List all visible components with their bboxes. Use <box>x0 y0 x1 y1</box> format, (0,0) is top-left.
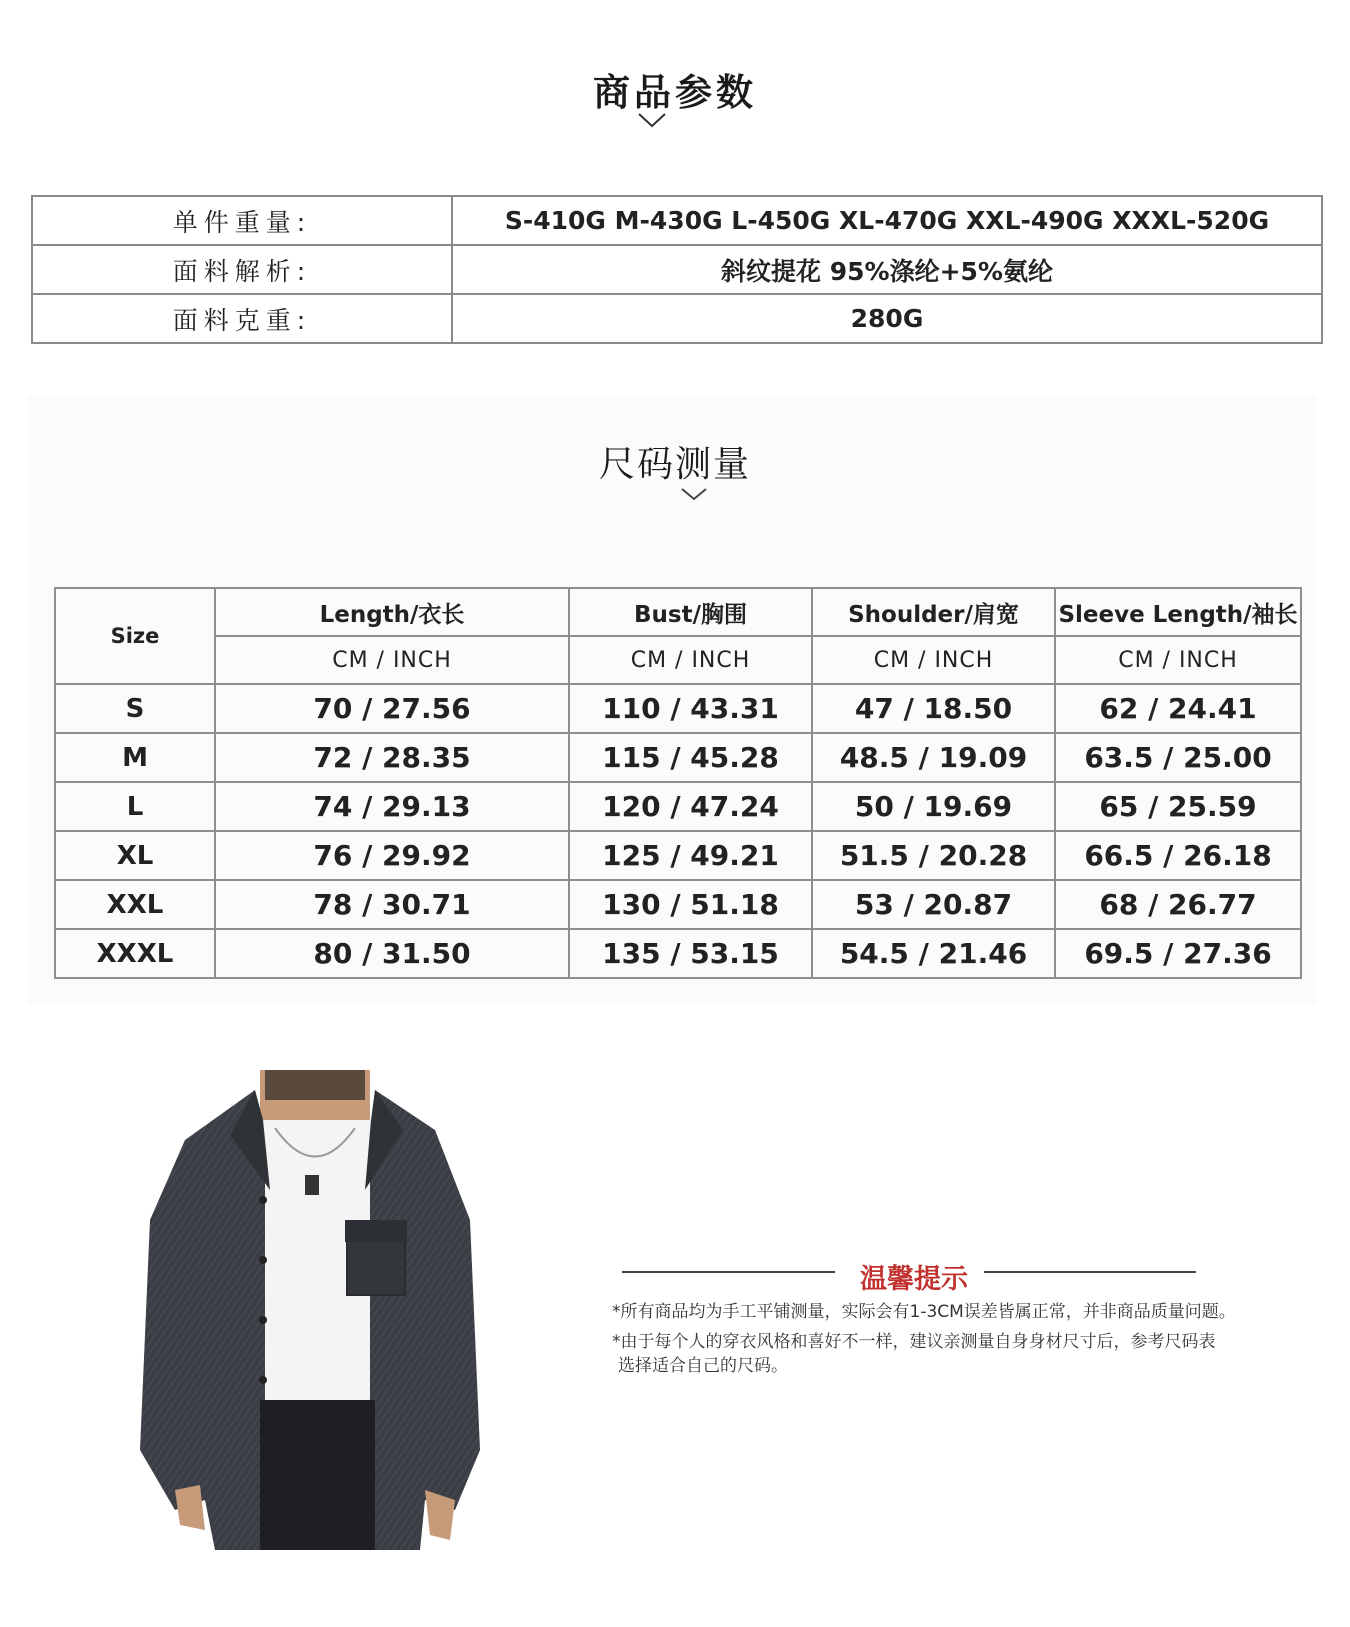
shoulder-cell: 47 / 18.50 <box>812 684 1055 733</box>
size-header: Size <box>55 588 215 684</box>
param-value: 280G <box>452 294 1322 343</box>
shoulder-cell: 48.5 / 19.09 <box>812 733 1055 782</box>
unit-label: CM / INCH <box>569 636 812 684</box>
bust-cell: 115 / 45.28 <box>569 733 812 782</box>
table-row <box>55 831 1301 880</box>
unit-label: CM / INCH <box>812 636 1055 684</box>
param-value: S-410G M-430G L-450G XL-470G XXL-490G XXXL-520G <box>452 196 1322 245</box>
shoulder-cell: 54.5 / 21.46 <box>812 929 1055 978</box>
chevron-down-icon <box>637 112 667 128</box>
table-row <box>55 684 1301 733</box>
sleeve-cell: 69.5 / 27.36 <box>1055 929 1301 978</box>
param-label: 面料克重: <box>32 294 452 343</box>
param-label: 面料解析: <box>32 245 452 294</box>
shoulder-cell: 53 / 20.87 <box>812 880 1055 929</box>
column-header-bust: Bust/胸围 <box>569 588 812 636</box>
table-row <box>55 880 1301 929</box>
table-row <box>55 929 1301 978</box>
unit-label: CM / INCH <box>215 636 569 684</box>
divider <box>984 1271 1196 1273</box>
chevron-down-icon <box>680 487 708 501</box>
notice-title: 温馨提示 <box>860 1264 968 1295</box>
shoulder-cell: 51.5 / 20.28 <box>812 831 1055 880</box>
length-cell: 74 / 29.13 <box>215 782 569 831</box>
size-cell: S <box>55 684 215 733</box>
notice-line: *由于每个人的穿衣风格和喜好不一样，建议亲测量自身身材尺寸后，参考尺码表 <box>612 1332 1216 1352</box>
params-row <box>32 294 1322 343</box>
column-header-length: Length/衣长 <box>215 588 569 636</box>
divider <box>622 1271 835 1273</box>
notice-line: 选择适合自己的尺码。 <box>618 1356 788 1376</box>
params-title: 商品参数 <box>593 71 757 114</box>
length-cell: 76 / 29.92 <box>215 831 569 880</box>
shoulder-cell: 50 / 19.69 <box>812 782 1055 831</box>
param-label: 单件重量: <box>32 196 452 245</box>
size-cell: XL <box>55 831 215 880</box>
column-header-shoulder: Shoulder/肩宽 <box>812 588 1055 636</box>
params-table <box>31 195 1323 344</box>
sleeve-cell: 66.5 / 26.18 <box>1055 831 1301 880</box>
length-cell: 80 / 31.50 <box>215 929 569 978</box>
sleeve-cell: 63.5 / 25.00 <box>1055 733 1301 782</box>
bust-cell: 130 / 51.18 <box>569 880 812 929</box>
bust-cell: 120 / 47.24 <box>569 782 812 831</box>
length-cell: 78 / 30.71 <box>215 880 569 929</box>
column-header-sleeve: Sleeve Length/袖长 <box>1055 588 1301 636</box>
size-table <box>54 587 1302 979</box>
length-cell: 70 / 27.56 <box>215 684 569 733</box>
size-cell: M <box>55 733 215 782</box>
unit-row <box>55 636 1301 684</box>
param-value: 斜纹提花 95%涤纶+5%氨纶 <box>452 245 1322 294</box>
unit-label: CM / INCH <box>1055 636 1301 684</box>
sleeve-cell: 65 / 25.59 <box>1055 782 1301 831</box>
sleeve-cell: 68 / 26.77 <box>1055 880 1301 929</box>
params-row <box>32 196 1322 245</box>
size-cell: XXL <box>55 880 215 929</box>
size-cell: L <box>55 782 215 831</box>
size-title: 尺码测量 <box>598 444 751 485</box>
product-photo <box>135 1070 495 1550</box>
size-cell: XXXL <box>55 929 215 978</box>
length-cell: 72 / 28.35 <box>215 733 569 782</box>
size-header-row <box>55 588 1301 636</box>
notice-line: *所有商品均为手工平铺测量，实际会有1-3CM误差皆属正常，并非商品质量问题。 <box>612 1302 1236 1322</box>
bust-cell: 135 / 53.15 <box>569 929 812 978</box>
table-row <box>55 782 1301 831</box>
bust-cell: 125 / 49.21 <box>569 831 812 880</box>
sleeve-cell: 62 / 24.41 <box>1055 684 1301 733</box>
table-row <box>55 733 1301 782</box>
bust-cell: 110 / 43.31 <box>569 684 812 733</box>
params-row <box>32 245 1322 294</box>
